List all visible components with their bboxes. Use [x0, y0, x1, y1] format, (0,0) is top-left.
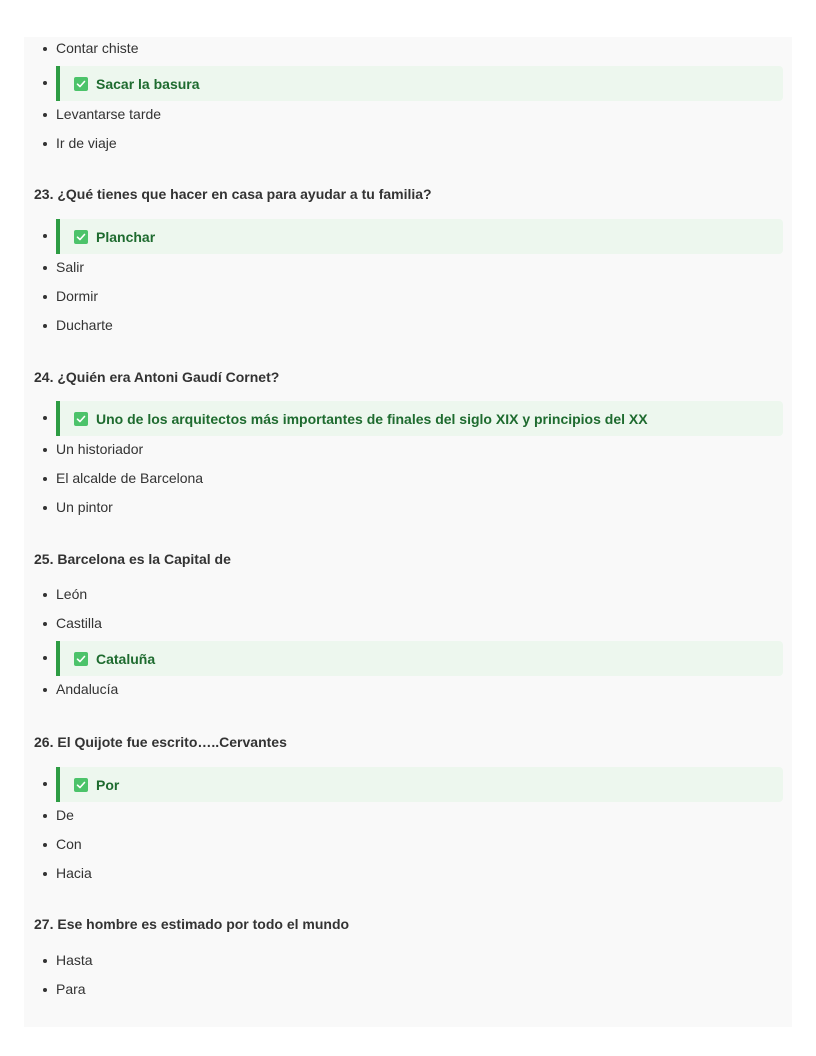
- answer-text: El alcalde de Barcelona: [56, 470, 204, 486]
- answer-text: Andalucía: [56, 681, 119, 697]
- answer-text: Para: [56, 981, 86, 997]
- answer-list: [24, 583, 792, 707]
- answer-option[interactable]: [24, 467, 792, 496]
- answer-option[interactable]: [24, 678, 792, 707]
- correct-answer-option[interactable]: [24, 219, 792, 256]
- answer-text: Hasta: [56, 952, 93, 968]
- answer-option[interactable]: [24, 256, 792, 285]
- answer-text: Dormir: [56, 288, 98, 304]
- answer-text: Sacar la basura: [96, 75, 200, 92]
- correct-answer-highlight: [56, 66, 783, 101]
- answer-text: Cataluña: [96, 650, 156, 667]
- correct-answer-option[interactable]: [24, 641, 792, 678]
- answer-text: Por: [96, 776, 120, 793]
- correct-answer-highlight: [56, 767, 783, 802]
- answer-option[interactable]: [24, 37, 792, 66]
- answer-option[interactable]: [24, 314, 792, 343]
- question-title: 25. Barcelona es la Capital de: [34, 551, 231, 567]
- quiz-page: [24, 37, 792, 1027]
- correct-answer-option[interactable]: [24, 767, 792, 804]
- answer-text: Salir: [56, 259, 85, 275]
- check-square-icon: [74, 652, 88, 666]
- answer-text: León: [56, 586, 88, 602]
- answer-text: Castilla: [56, 615, 102, 631]
- question-title: 27. Ese hombre es estimado por todo el mundo: [34, 916, 350, 932]
- answer-list: [24, 949, 792, 1007]
- check-square-icon: [74, 412, 88, 426]
- answer-text: Un pintor: [56, 499, 113, 515]
- answer-option[interactable]: [24, 285, 792, 314]
- answer-option[interactable]: [24, 978, 792, 1007]
- answer-text: Uno de los arquitectos más importantes de finales del siglo XIX y principios del XX: [96, 410, 648, 427]
- answer-list: [24, 767, 792, 891]
- check-square-icon: [74, 778, 88, 792]
- check-square-icon: [74, 230, 88, 244]
- correct-answer-option[interactable]: [24, 401, 792, 438]
- answer-option[interactable]: [24, 612, 792, 641]
- answer-text: Con: [56, 836, 82, 852]
- answer-option[interactable]: [24, 583, 792, 612]
- answer-list: [24, 37, 792, 161]
- answer-option[interactable]: [24, 833, 792, 862]
- answer-option[interactable]: [24, 132, 792, 161]
- answer-text: Planchar: [96, 228, 156, 245]
- answer-text: De: [56, 807, 74, 823]
- answer-option[interactable]: [24, 862, 792, 891]
- answer-text: Contar chiste: [56, 40, 139, 56]
- check-square-icon: [74, 77, 88, 91]
- correct-answer-highlight: [56, 401, 783, 436]
- correct-answer-highlight: [56, 219, 783, 254]
- answer-text: Levantarse tarde: [56, 106, 162, 122]
- answer-option[interactable]: [24, 438, 792, 467]
- question-title: 24. ¿Quién era Antoni Gaudí Cornet?: [34, 369, 280, 385]
- answer-text: Un historiador: [56, 441, 144, 457]
- answer-option[interactable]: [24, 496, 792, 525]
- answer-option[interactable]: [24, 103, 792, 132]
- correct-answer-highlight: [56, 641, 783, 676]
- answer-list: [24, 401, 792, 525]
- answer-list: [24, 219, 792, 343]
- question-title: 23. ¿Qué tienes que hacer en casa para ayudar a tu familia?: [34, 186, 432, 202]
- answer-option[interactable]: [24, 804, 792, 833]
- answer-text: Hacia: [56, 865, 92, 881]
- question-title: 26. El Quijote fue escrito…..Cervantes: [34, 734, 287, 750]
- answer-option[interactable]: [24, 949, 792, 978]
- answer-text: Ir de viaje: [56, 135, 117, 151]
- correct-answer-option[interactable]: [24, 66, 792, 103]
- answer-text: Ducharte: [56, 317, 113, 333]
